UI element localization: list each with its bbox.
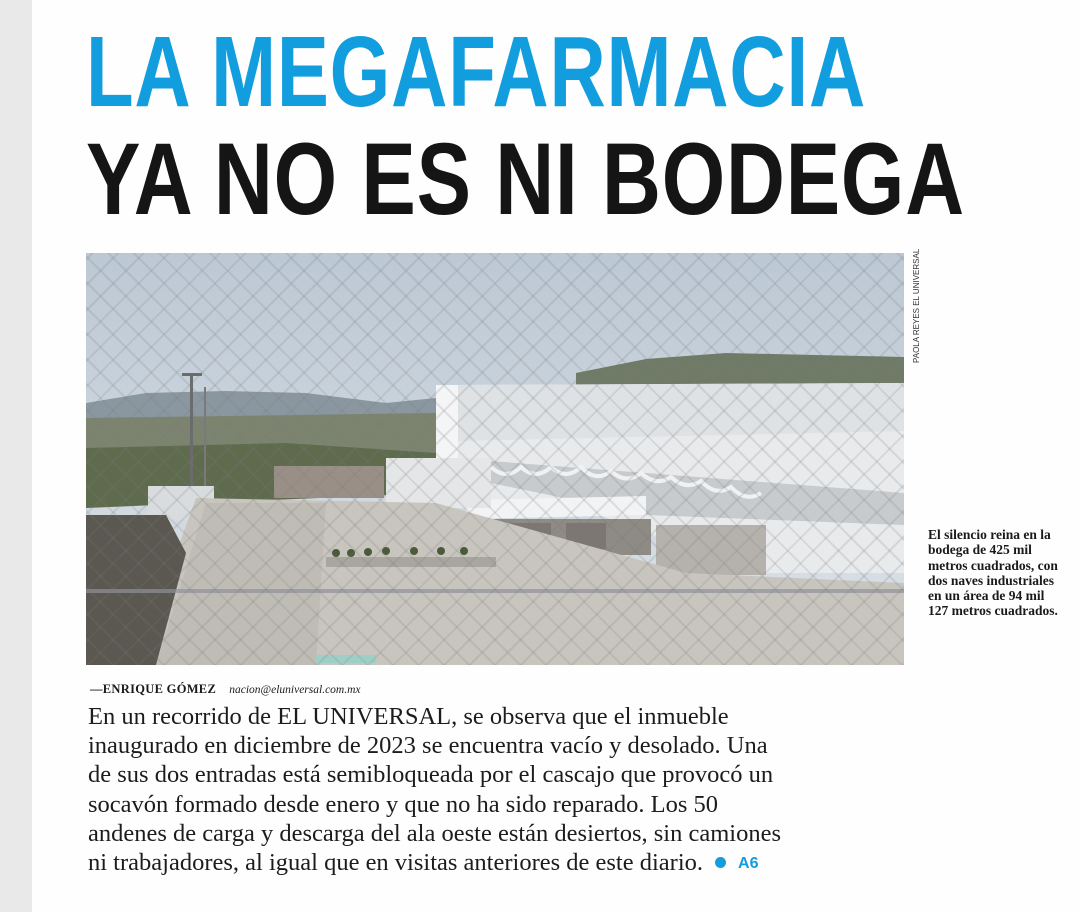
body-line: inaugurado en diciembre de 2023 se encuentra vacío y desolado. Una [88,732,768,760]
page-reference: A6 [738,855,759,873]
newspaper-page [32,0,1081,912]
body-line-last [88,848,1058,878]
body-line: socavón formado desde enero y que no ha sido reparado. Los 50 [88,790,719,818]
bullet-icon [715,857,726,868]
body-line: andenes de carga y descarga del ala oeste están desiertos, sin camiones [88,819,781,847]
article-body [88,702,1058,878]
body-line: de sus dos entradas está semibloqueada por el cascajo que provocó un [88,761,774,789]
headline-line-2: YA NO ES NI BODEGA [86,122,965,236]
byline [90,682,361,697]
body-line-text: ni trabajadores, al igual que en visitas anteriores de este diario. [88,849,704,877]
photo-credit: PAOLA REYES EL UNIVERSAL [912,248,921,363]
byline-author: —ENRIQUE GÓMEZ [90,682,217,696]
byline-email: nacion@eluniversal.com.mx [229,684,361,696]
warehouse-illustration [86,253,904,665]
warehouse-photo [86,253,904,665]
headline-line-1: LA MEGAFARMACIA [86,16,867,128]
body-line: En un recorrido de EL UNIVERSAL, se observa que el inmueble [88,703,729,730]
photo-caption: El silencio reina en la bodega de 425 mil metros cuadrados, con dos naves industriales en un área de 94 mil 127 metros cuadrados. [928,527,1058,619]
